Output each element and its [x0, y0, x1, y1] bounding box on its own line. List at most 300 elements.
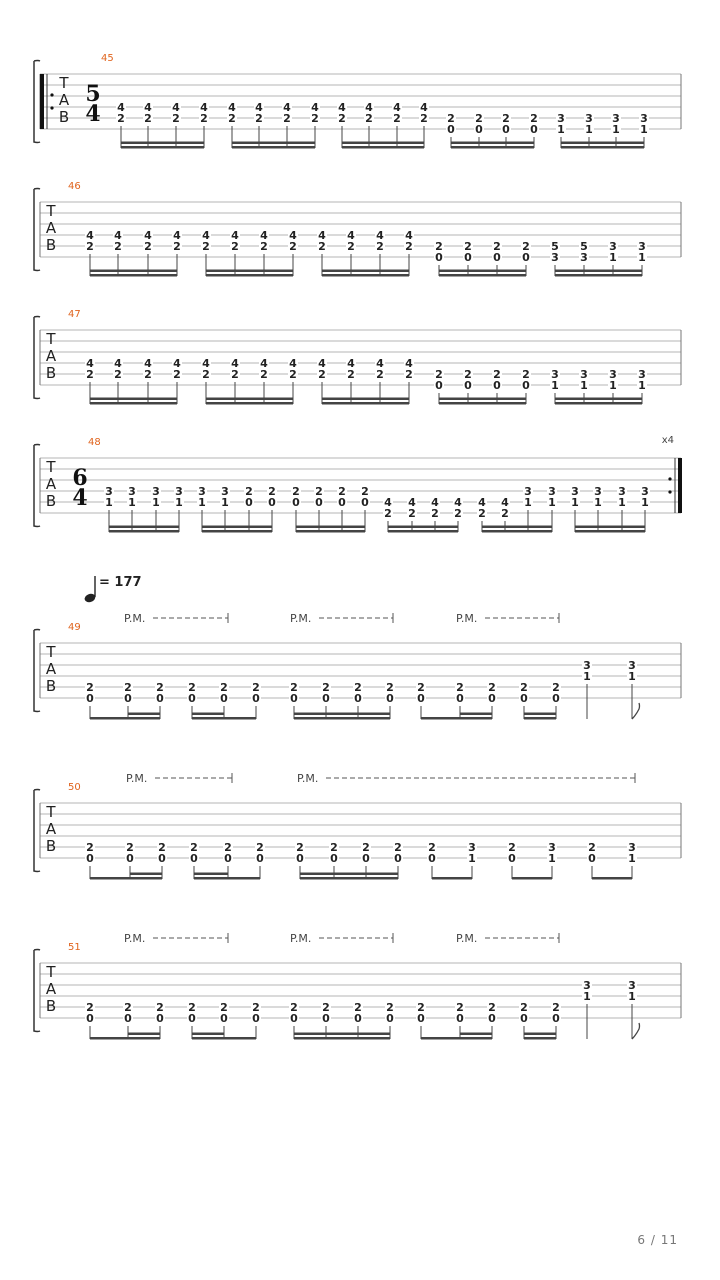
beam-eighth	[388, 530, 458, 533]
beam-eighth	[294, 717, 390, 720]
fret-number: 2	[296, 841, 304, 854]
fret-number: 4	[173, 357, 181, 370]
beam-sixteenth	[524, 1033, 556, 1036]
fret-number: 0	[386, 692, 394, 705]
fret-number: 0	[322, 692, 330, 705]
beam-eighth	[300, 877, 398, 880]
beam-eighth	[524, 717, 556, 720]
fret-number: 1	[594, 496, 602, 509]
fret-number: 2	[188, 1001, 196, 1014]
fret-number: 2	[456, 681, 464, 694]
fret-number: 4	[228, 101, 236, 114]
fret-number: 0	[290, 1012, 298, 1025]
beam-eighth	[90, 274, 177, 277]
fret-number: 0	[447, 123, 455, 136]
fret-number: 4	[283, 101, 291, 114]
fret-number: 2	[428, 841, 436, 854]
fret-number: 0	[188, 1012, 196, 1025]
fret-number: 4	[405, 357, 413, 370]
palm-mute-label: P.M.	[456, 612, 478, 625]
fret-number: 0	[520, 1012, 528, 1025]
fret-number: 2	[405, 368, 413, 381]
beam-sixteenth	[322, 270, 409, 273]
beam-sixteenth	[90, 398, 177, 401]
fret-number: 2	[172, 112, 180, 125]
fret-number: 2	[338, 485, 346, 498]
fret-number: 2	[435, 368, 443, 381]
fret-number: 2	[86, 240, 94, 253]
fret-number: 3	[105, 485, 113, 498]
fret-number: 4	[255, 101, 263, 114]
beam-eighth	[439, 274, 526, 277]
fret-number: 0	[245, 496, 253, 509]
fret-number: 0	[220, 692, 228, 705]
palm-mute-label: P.M.	[124, 612, 146, 625]
beam-sixteenth	[294, 1033, 390, 1036]
palm-mute-label: P.M.	[456, 932, 478, 945]
fret-number: 5	[551, 240, 559, 253]
beam-sixteenth	[555, 398, 642, 401]
fret-number: 3	[594, 485, 602, 498]
fret-number: 0	[456, 692, 464, 705]
fret-number: 2	[447, 112, 455, 125]
fret-number: 0	[86, 692, 94, 705]
fret-number: 2	[290, 681, 298, 694]
fret-number: 1	[638, 251, 646, 264]
fret-number: 2	[124, 1001, 132, 1014]
fret-number: 0	[158, 852, 166, 865]
fret-number: 4	[231, 357, 239, 370]
fret-number: 2	[330, 841, 338, 854]
tab-clef-t: T	[46, 803, 56, 821]
beam-eighth	[192, 1037, 256, 1040]
fret-number: 3	[551, 251, 559, 264]
tab-clef-b: B	[58, 108, 70, 126]
fret-number: 3	[628, 841, 636, 854]
fret-number: 4	[318, 229, 326, 242]
fret-number: 4	[200, 101, 208, 114]
beam-eighth	[524, 1037, 556, 1040]
repeat-dot	[50, 106, 53, 109]
fret-number: 2	[268, 485, 276, 498]
beam-sixteenth	[128, 713, 160, 716]
fret-number: 4	[405, 229, 413, 242]
fret-number: 0	[126, 852, 134, 865]
fret-number: 4	[260, 229, 268, 242]
fret-number: 2	[289, 368, 297, 381]
fret-number: 2	[520, 1001, 528, 1014]
fret-number: 1	[612, 123, 620, 136]
fret-number: 1	[628, 990, 636, 1003]
fret-number: 2	[322, 1001, 330, 1014]
fret-number: 1	[557, 123, 565, 136]
fret-number: 2	[488, 681, 496, 694]
beam-sixteenth	[388, 526, 458, 529]
fret-number: 2	[493, 368, 501, 381]
fret-number: 0	[354, 692, 362, 705]
fret-number: 3	[571, 485, 579, 498]
fret-number: 2	[456, 1001, 464, 1014]
fret-number: 0	[86, 852, 94, 865]
fret-number: 1	[175, 496, 183, 509]
fret-number: 1	[583, 670, 591, 683]
fret-number: 2	[86, 368, 94, 381]
fret-number: 3	[580, 251, 588, 264]
fret-number: 0	[394, 852, 402, 865]
fret-number: 2	[464, 368, 472, 381]
system-bracket	[34, 630, 40, 712]
beam-eighth	[482, 530, 552, 533]
fret-number: 0	[522, 379, 530, 392]
bar-number: 50	[68, 782, 81, 793]
fret-number: 1	[571, 496, 579, 509]
fret-number: 1	[609, 251, 617, 264]
fret-number: 4	[202, 229, 210, 242]
fret-number: 2	[338, 112, 346, 125]
fret-number: 4	[172, 101, 180, 114]
fret-number: 2	[376, 368, 384, 381]
fret-number: 2	[220, 1001, 228, 1014]
beam-sixteenth	[194, 873, 228, 876]
bar-number: 51	[68, 942, 81, 953]
fret-number: 3	[628, 659, 636, 672]
fret-number: 0	[488, 692, 496, 705]
fret-number: 2	[464, 240, 472, 253]
fret-number: 4	[173, 229, 181, 242]
beam-sixteenth	[121, 142, 204, 145]
repeat-dot	[668, 490, 671, 493]
fret-number: 0	[156, 1012, 164, 1025]
fret-number: 3	[524, 485, 532, 498]
fret-number: 0	[522, 251, 530, 264]
fret-number: 2	[493, 240, 501, 253]
fret-number: 0	[330, 852, 338, 865]
fret-number: 3	[152, 485, 160, 498]
fret-number: 2	[522, 368, 530, 381]
beam-eighth	[555, 274, 642, 277]
fret-number: 2	[362, 841, 370, 854]
page-number: 6 / 11	[637, 1233, 678, 1247]
beam-sixteenth	[439, 398, 526, 401]
repeat-count: x4	[661, 435, 674, 446]
fret-number: 2	[393, 112, 401, 125]
fret-number: 3	[609, 240, 617, 253]
fret-number: 0	[464, 251, 472, 264]
tab-clef-b: B	[45, 677, 57, 695]
system-bracket	[34, 790, 40, 872]
fret-number: 2	[224, 841, 232, 854]
fret-number: 3	[175, 485, 183, 498]
fret-number: 0	[256, 852, 264, 865]
fret-number: 2	[552, 1001, 560, 1014]
fret-number: 3	[580, 368, 588, 381]
fret-number: 1	[609, 379, 617, 392]
beam-eighth	[575, 530, 645, 533]
beam-sixteenth	[192, 713, 224, 716]
fret-number: 2	[158, 841, 166, 854]
fret-number: 3	[609, 368, 617, 381]
fret-number: 3	[612, 112, 620, 125]
fret-number: 2	[488, 1001, 496, 1014]
fret-number: 0	[292, 496, 300, 509]
repeat-start-thick-bar	[40, 74, 44, 129]
fret-number: 0	[124, 692, 132, 705]
fret-number: 1	[640, 123, 648, 136]
fret-number: 2	[252, 681, 260, 694]
system-bracket	[34, 445, 40, 527]
fret-number: 4	[289, 229, 297, 242]
fret-number: 2	[86, 841, 94, 854]
beam-eighth	[90, 717, 160, 720]
repeat-dot	[668, 477, 671, 480]
fret-number: 3	[548, 841, 556, 854]
fret-number: 2	[386, 1001, 394, 1014]
fret-number: 0	[361, 496, 369, 509]
fret-number: 2	[435, 240, 443, 253]
fret-number: 0	[268, 496, 276, 509]
fret-number: 5	[580, 240, 588, 253]
fret-number: 0	[475, 123, 483, 136]
fret-number: 4	[231, 229, 239, 242]
fret-number: 0	[456, 1012, 464, 1025]
fret-number: 2	[126, 841, 134, 854]
fret-number: 3	[638, 240, 646, 253]
fret-number: 2	[256, 841, 264, 854]
fret-number: 2	[376, 240, 384, 253]
fret-number: 4	[144, 357, 152, 370]
fret-number: 0	[502, 123, 510, 136]
beam-eighth	[202, 530, 272, 533]
beam-eighth	[561, 146, 644, 149]
fret-number: 3	[548, 485, 556, 498]
tab-clef-a: A	[45, 347, 57, 365]
fret-number: 2	[405, 240, 413, 253]
fret-number: 4	[408, 496, 416, 509]
fret-number: 2	[292, 485, 300, 498]
fret-number: 0	[188, 692, 196, 705]
fret-number: 2	[478, 507, 486, 520]
note-flag	[632, 1023, 640, 1039]
fret-number: 0	[322, 1012, 330, 1025]
fret-number: 2	[394, 841, 402, 854]
fret-number: 2	[144, 368, 152, 381]
fret-number: 0	[362, 852, 370, 865]
fret-number: 4	[501, 496, 509, 509]
fret-number: 2	[318, 240, 326, 253]
fret-number: 2	[454, 507, 462, 520]
tab-clef-b: B	[45, 492, 57, 510]
fret-number: 1	[152, 496, 160, 509]
fret-number: 2	[361, 485, 369, 498]
fret-number: 2	[520, 681, 528, 694]
fret-number: 2	[220, 681, 228, 694]
fret-number: 2	[322, 681, 330, 694]
fret-number: 0	[220, 1012, 228, 1025]
bar-number: 48	[88, 437, 101, 448]
beam-sixteenth	[561, 142, 644, 145]
fret-number: 3	[585, 112, 593, 125]
fret-number: 2	[502, 112, 510, 125]
beam-sixteenth	[451, 142, 534, 145]
fret-number: 2	[384, 507, 392, 520]
fret-number: 2	[86, 1001, 94, 1014]
fret-number: 0	[435, 251, 443, 264]
fret-number: 3	[198, 485, 206, 498]
beam-eighth	[555, 402, 642, 405]
beam-sixteenth	[130, 873, 162, 876]
fret-number: 2	[190, 841, 198, 854]
fret-number: 2	[228, 112, 236, 125]
fret-number: 2	[315, 485, 323, 498]
fret-number: 0	[252, 692, 260, 705]
fret-number: 1	[548, 496, 556, 509]
fret-number: 2	[347, 368, 355, 381]
fret-number: 1	[551, 379, 559, 392]
tab-clef-a: A	[45, 219, 57, 237]
palm-mute-label: P.M.	[124, 932, 146, 945]
fret-number: 0	[252, 1012, 260, 1025]
fret-number: 4	[144, 101, 152, 114]
beam-sixteenth	[296, 526, 365, 529]
fret-number: 3	[468, 841, 476, 854]
fret-number: 3	[641, 485, 649, 498]
tab-clef-t: T	[46, 643, 56, 661]
fret-number: 2	[508, 841, 516, 854]
fret-number: 1	[585, 123, 593, 136]
tab-clef-b: B	[45, 997, 57, 1015]
fret-number: 4	[347, 229, 355, 242]
fret-number: 2	[117, 112, 125, 125]
fret-number: 4	[384, 496, 392, 509]
fret-number: 2	[86, 681, 94, 694]
fret-number: 2	[156, 681, 164, 694]
beam-sixteenth	[294, 713, 390, 716]
fret-number: 4	[260, 357, 268, 370]
beam-sixteenth	[575, 526, 645, 529]
fret-number: 3	[551, 368, 559, 381]
fret-number: 2	[354, 681, 362, 694]
tab-clef-t: T	[46, 458, 56, 476]
tab-clef-t: T	[46, 330, 56, 348]
fret-number: 3	[583, 979, 591, 992]
fret-number: 1	[638, 379, 646, 392]
beam-eighth	[451, 146, 534, 149]
tempo-bpm: = 177	[99, 575, 142, 590]
fret-number: 2	[522, 240, 530, 253]
system-bracket	[34, 189, 40, 271]
fret-number: 2	[318, 368, 326, 381]
system-bracket	[34, 317, 40, 399]
fret-number: 3	[640, 112, 648, 125]
beam-sixteenth	[342, 142, 424, 145]
beam-eighth	[421, 1037, 492, 1040]
fret-number: 4	[420, 101, 428, 114]
beam-sixteenth	[524, 713, 556, 716]
fret-number: 0	[386, 1012, 394, 1025]
tab-clef-a: A	[45, 980, 57, 998]
palm-mute-label: P.M.	[290, 612, 312, 625]
beam-sixteenth	[460, 713, 492, 716]
fret-number: 2	[386, 681, 394, 694]
fret-number: 1	[198, 496, 206, 509]
fret-number: 4	[478, 496, 486, 509]
fret-number: 1	[583, 990, 591, 1003]
fret-number: 2	[420, 112, 428, 125]
time-signature-top: 6	[72, 465, 88, 491]
fret-number: 2	[501, 507, 509, 520]
fret-number: 0	[156, 692, 164, 705]
beam-eighth	[342, 146, 424, 149]
fret-number: 0	[290, 692, 298, 705]
fret-number: 2	[431, 507, 439, 520]
beam-sixteenth	[206, 270, 293, 273]
fret-number: 0	[552, 692, 560, 705]
fret-number: 0	[354, 1012, 362, 1025]
fret-number: 2	[475, 112, 483, 125]
fret-number: 4	[393, 101, 401, 114]
beam-sixteenth	[109, 526, 179, 529]
fret-number: 3	[221, 485, 229, 498]
fret-number: 2	[408, 507, 416, 520]
beam-eighth	[439, 402, 526, 405]
beam-sixteenth	[555, 270, 642, 273]
fret-number: 2	[347, 240, 355, 253]
fret-number: 3	[557, 112, 565, 125]
fret-number: 0	[520, 692, 528, 705]
beam-sixteenth	[300, 873, 398, 876]
fret-number: 2	[354, 1001, 362, 1014]
tab-clef-a: A	[45, 820, 57, 838]
fret-number: 1	[105, 496, 113, 509]
fret-number: 2	[173, 240, 181, 253]
fret-number: 4	[202, 357, 210, 370]
beam-eighth	[90, 1037, 160, 1040]
fret-number: 4	[376, 357, 384, 370]
bar-number: 49	[68, 622, 81, 633]
fret-number: 2	[311, 112, 319, 125]
fret-number: 4	[338, 101, 346, 114]
fret-number: 0	[530, 123, 538, 136]
beam-eighth	[432, 877, 472, 880]
beam-sixteenth	[232, 142, 315, 145]
fret-number: 4	[117, 101, 125, 114]
fret-number: 2	[283, 112, 291, 125]
fret-number: 0	[588, 852, 596, 865]
beam-sixteenth	[192, 1033, 224, 1036]
fret-number: 4	[86, 357, 94, 370]
fret-number: 0	[493, 379, 501, 392]
fret-number: 2	[144, 112, 152, 125]
beam-eighth	[192, 717, 256, 720]
fret-number: 2	[252, 1001, 260, 1014]
fret-number: 3	[583, 659, 591, 672]
beam-eighth	[232, 146, 315, 149]
fret-number: 0	[417, 692, 425, 705]
beam-eighth	[206, 402, 293, 405]
bar-number: 47	[68, 309, 81, 320]
time-signature-bottom: 4	[72, 485, 88, 511]
beam-sixteenth	[128, 1033, 160, 1036]
fret-number: 1	[580, 379, 588, 392]
beam-sixteenth	[460, 1033, 492, 1036]
beam-eighth	[296, 530, 365, 533]
fret-number: 4	[114, 229, 122, 242]
fret-number: 2	[552, 681, 560, 694]
system-bracket	[34, 61, 40, 143]
fret-number: 0	[493, 251, 501, 264]
tab-clef-t: T	[46, 963, 56, 981]
fret-number: 2	[245, 485, 253, 498]
